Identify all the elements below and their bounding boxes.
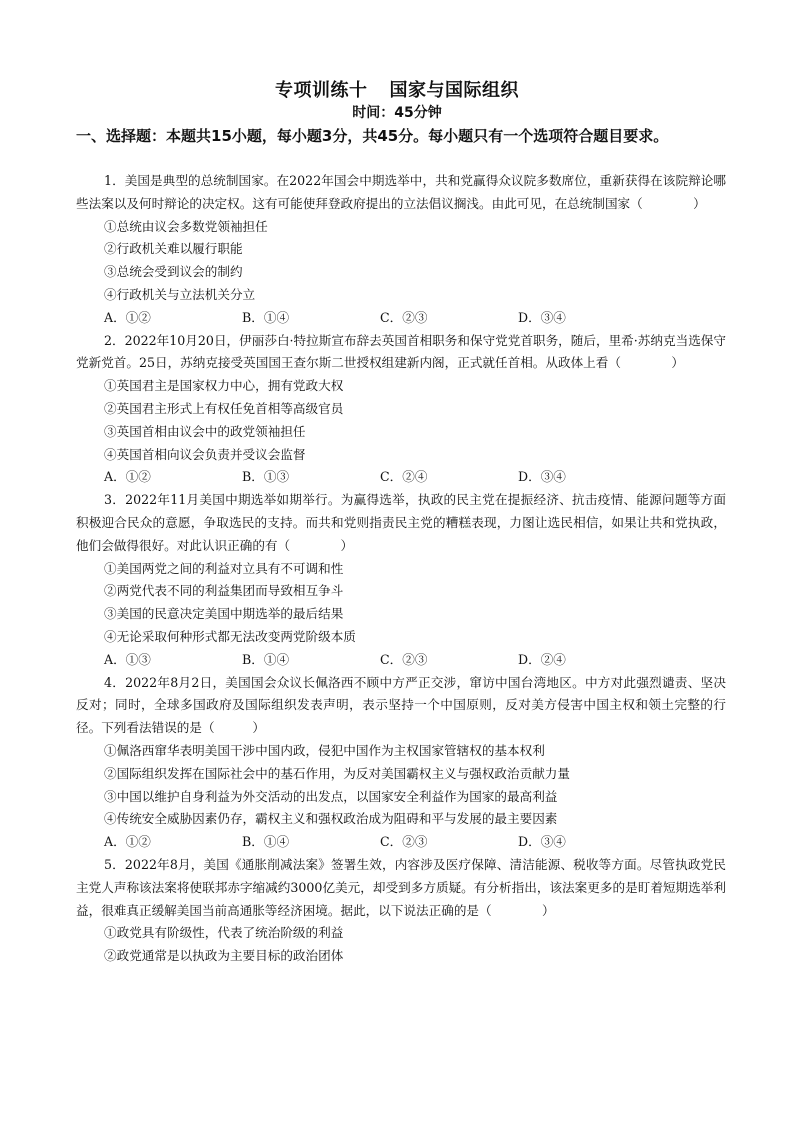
statement-option: ②两党代表不同的利益集团而导致相互争斗 [104, 583, 344, 599]
time-limit: 时间：45分钟 [352, 105, 442, 121]
answer-choices [76, 649, 726, 672]
section-heading: 一、选择题：本题共15小题，每小题3分，共45分。每小题只有一个选项符合题目要求。 [76, 127, 669, 145]
choice-b[interactable]: B．①④ [242, 651, 290, 667]
statement-option: ②行政机关难以履行职能 [104, 241, 243, 257]
question-2 [76, 330, 726, 490]
statement-option: ③英国首相由议会中的政党领袖担任 [104, 423, 306, 439]
answer-choices [76, 307, 726, 330]
statement-option: ②英国君主形式上有权任免首相等高级官员 [104, 400, 344, 416]
choice-c[interactable]: C．②③ [380, 651, 428, 667]
question-3 [76, 489, 726, 671]
statement-option: ①总统由议会多数党领袖担任 [104, 218, 268, 234]
choice-a[interactable]: A．①② [104, 469, 151, 485]
question-stem: 1．美国是典型的总统制国家。在2022年国会中期选举中，共和党赢得众议院多数席位，重新获得在该院辩论哪些法案以及何时辩论的决定权。这有可能使拜登政府提出的立法倡议搁浅。由此可见，在总统制国家（ ） [76, 173, 726, 211]
statement-option: ①美国两党之间的利益对立具有不可调和性 [104, 560, 344, 576]
statement-option: ④无论采取何种形式都无法改变两党阶级本质 [104, 628, 356, 644]
choice-d[interactable]: D．②④ [518, 651, 566, 667]
choice-b[interactable]: B．①③ [242, 469, 290, 485]
statement-option: ③美国的民意决定美国中期选举的最后结果 [104, 606, 344, 622]
statement-option: ③中国以维护自身利益为外交活动的出发点，以国家安全利益作为国家的最高利益 [104, 788, 558, 804]
choice-b[interactable]: B．①④ [242, 834, 290, 850]
choice-a[interactable]: A．①② [104, 309, 151, 325]
statement-option: ①佩洛西窜华表明美国干涉中国内政，侵犯中国作为主权国家管辖权的基本权利 [104, 742, 545, 758]
choice-d[interactable]: D．③④ [518, 469, 566, 485]
title-topic: 国家与国际组织 [389, 80, 519, 101]
question-stem: 4．2022年8月2日，美国国会众议长佩洛西不顾中方严正交涉，窜访中国台湾地区。中方对此强烈谴责、坚决反对；同时，全球多国政府及国际组织发表声明，表示坚持一个中国原则，反对美方侵害中国主权和领土完整的行径。下列看法错误的是（ ） [76, 674, 726, 736]
statement-option: ②政党通常是以执政为主要目标的政治团体 [104, 948, 344, 964]
answer-choices [76, 466, 726, 489]
choice-a[interactable]: A．①② [104, 834, 151, 850]
answer-choices [76, 831, 726, 854]
statement-option: ④英国首相向议会负责并受议会监督 [104, 446, 306, 462]
page-title [0, 76, 794, 102]
choice-c[interactable]: C．②④ [380, 469, 428, 485]
choice-c[interactable]: C．②③ [380, 834, 428, 850]
question-stem: 2．2022年10月20日，伊丽莎白·特拉斯宣布辞去英国首相职务和保守党党首职务，随后，里希·苏纳克当选保守党新党首。25日，苏纳克接受英国国王查尔斯二世授权组建新内阁，正式就任首相。从政体上看（ ） [76, 332, 726, 371]
choice-d[interactable]: D．③④ [518, 309, 566, 325]
statement-option: ②国际组织发挥在国际社会中的基石作用，为反对美国霸权主义与强权政治贡献力量 [104, 765, 570, 781]
question-stem: 5．2022年8月，美国《通胀削减法案》签署生效，内容涉及医疗保障、清洁能源、税收等方面。尽管执政党民主党人声称该法案将使联邦赤字缩减约3000亿美元，却受到多方质疑。有分析指出，该法案更多的是盯着短期选举利益，很难真正缓解美国当前高通胀等经济困境。据此，以下说法正确的是（ ） [76, 856, 726, 918]
question-4 [76, 672, 726, 854]
statement-option: ④传统安全威胁因素仍存，霸权主义和强权政治成为阻碍和平与发展的最主要因素 [104, 811, 558, 827]
question-stem: 3．2022年11月美国中期选举如期举行。为赢得选举，执政的民主党在提振经济、抗击疫情、能源问题等方面积极迎合民众的意愿，争取选民的支持。而共和党则指责民主党的糟糕表现，力图让选民相信，如果让共和党执政，他们会做得很好。对此认识正确的有（ ） [76, 492, 726, 553]
statement-option: ④行政机关与立法机关分立 [104, 286, 256, 302]
question-1 [76, 170, 726, 330]
statement-option: ①政党具有阶级性，代表了统治阶级的利益 [104, 925, 344, 941]
question-list [76, 170, 726, 968]
choice-d[interactable]: D．③④ [518, 834, 566, 850]
statement-option: ①英国君主是国家权力中心，拥有党政大权 [104, 378, 344, 394]
question-5 [76, 854, 726, 968]
choice-b[interactable]: B．①④ [242, 309, 290, 325]
choice-c[interactable]: C．②③ [380, 309, 428, 325]
title-main: 专项训练十 [275, 80, 368, 101]
statement-option: ③总统会受到议会的制约 [104, 264, 243, 280]
choice-a[interactable]: A．①③ [104, 651, 151, 667]
